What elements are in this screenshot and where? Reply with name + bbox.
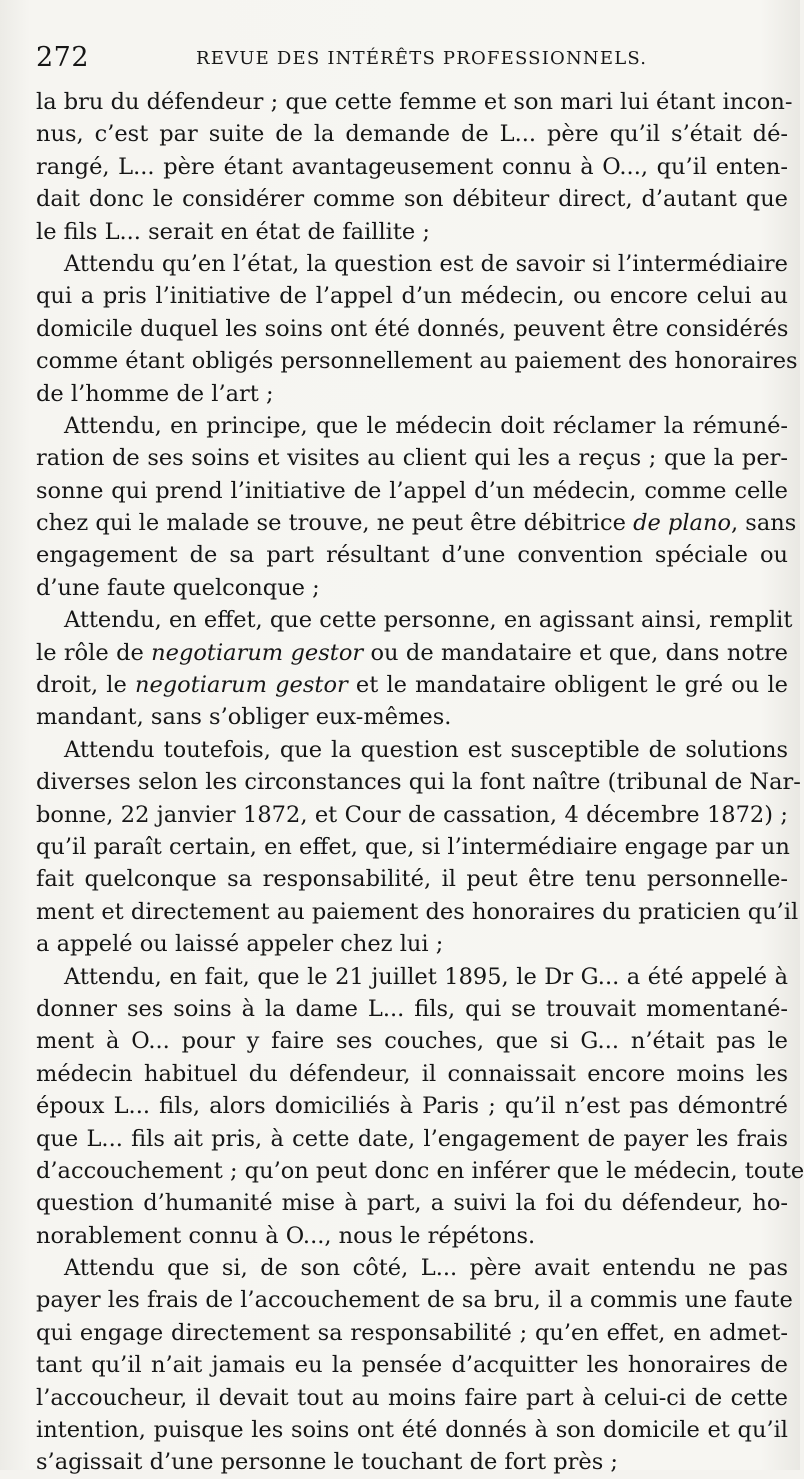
text-line: domicile duquel les soins ont été donnés, peuvent être considérés xyxy=(36,315,789,342)
text-line: donner ses soins à la dame L... fils, qui se trouvait momentané- xyxy=(36,995,788,1022)
text-line: qui a pris l’initiative de l’appel d’un médecin, ou encore celui au xyxy=(36,283,788,310)
text-line: Attendu, en principe, que le médecin doit réclamer la rémuné- xyxy=(64,412,788,439)
text-line: le rôle de negotiarum gestor ou de mandataire et que, dans notre xyxy=(36,639,788,666)
running-title: REVUE DES INTÉRÊTS PROFESSIONNELS. xyxy=(196,48,648,69)
text-line: médecin habituel du défendeur, il connaissait encore moins les xyxy=(36,1060,788,1087)
text-line: ment et directement au paiement des honoraires du praticien qu’il xyxy=(36,898,799,925)
text-line: nus, c’est par suite de la demande de L... père qu’il s’était dé- xyxy=(36,121,788,148)
text-line: d’accouchement ; qu’on peut donc en inférer que le médecin, toute xyxy=(36,1157,804,1184)
text-line: chez qui le malade se trouve, ne peut être débitrice de plano, sans xyxy=(36,510,797,537)
body-text xyxy=(36,86,804,1479)
text-line: Attendu que si, de son côté, L... père avait entendu ne pas xyxy=(64,1255,788,1282)
text-line: rangé, L... père étant avantageusement connu à O..., qu’il enten- xyxy=(36,153,788,180)
text-line: ment à O... pour y faire ses couches, que si G... n’était pas le xyxy=(36,1028,788,1055)
text-line: Attendu, en fait, que le 21 juillet 1895, le Dr G... a été appelé à xyxy=(64,963,788,990)
text-line: qui engage directement sa responsabilité ; qu’en effet, en admet- xyxy=(36,1319,788,1346)
text-line: mandant, sans s’obliger eux-mêmes. xyxy=(36,704,452,731)
text-line: époux L... fils, alors domiciliés à Paris ; qu’il n’est pas démontré xyxy=(36,1093,788,1120)
text-line: droit, le negotiarum gestor et le mandataire obligent le gré ou le xyxy=(36,672,788,699)
page-number: 272 xyxy=(36,42,90,73)
text-line: question d’humanité mise à part, a suivi la foi du défendeur, ho- xyxy=(36,1190,788,1217)
text-line: bonne, 22 janvier 1872, et Cour de cassation, 4 décembre 1872) ; xyxy=(36,801,788,828)
text-line: tant qu’il n’ait jamais eu la pensée d’acquitter les honoraires de xyxy=(36,1352,788,1379)
text-line: engagement de sa part résultant d’une convention spéciale ou xyxy=(36,542,788,569)
text-line: intention, puisque les soins ont été donnés à son domicile et qu’il xyxy=(36,1417,788,1444)
text-line: norablement connu à O..., nous le répétons. xyxy=(36,1222,536,1249)
text-line: diverses selon les circonstances qui la font naître (tribunal de Nar- xyxy=(36,769,801,796)
text-line: s’agissait d’une personne le touchant de fort près ; xyxy=(36,1449,619,1476)
italic-phrase: negotiarum gestor xyxy=(151,639,364,666)
text-line: qu’il paraît certain, en effet, que, si l’intermédiaire engage par un xyxy=(36,833,790,860)
text-line: de l’homme de l’art ; xyxy=(36,380,274,407)
text-line: d’une faute quelconque ; xyxy=(36,574,320,601)
text-line: Attendu toutefois, que la question est susceptible de solutions xyxy=(64,736,788,763)
text-line: Attendu qu’en l’état, la question est de savoir si l’intermédiaire xyxy=(64,250,788,277)
text-line: la bru du défendeur ; que cette femme et son mari lui étant incon- xyxy=(36,89,793,115)
text-line: a appelé ou laissé appeler chez lui ; xyxy=(36,931,444,958)
italic-phrase: de plano xyxy=(633,510,731,537)
text-line: Attendu, en effet, que cette personne, en agissant ainsi, remplit xyxy=(64,607,793,634)
text-line: fait quelconque sa responsabilité, il peut être tenu personnelle- xyxy=(36,866,788,893)
italic-phrase: negotiarum gestor xyxy=(134,672,348,699)
text-line: que L... fils ait pris, à cette date, l’engagement de payer les frais xyxy=(36,1125,788,1152)
page-header xyxy=(36,40,776,80)
text-line: l’accoucheur, il devait tout au moins faire part à celui-ci de cette xyxy=(36,1384,788,1411)
text-line: comme étant obligés personnellement au paiement des honoraires xyxy=(36,348,798,375)
text-line: ration de ses soins et visites au client qui les a reçus ; que la per- xyxy=(36,445,788,472)
text-line: sonne qui prend l’initiative de l’appel d’un médecin, comme celle xyxy=(36,477,788,504)
text-line: payer les frais de l’accouchement de sa bru, il a commis une faute xyxy=(36,1287,793,1314)
text-line: dait donc le considérer comme son débiteur direct, d’autant que xyxy=(36,186,788,213)
text-line: le fils L... serait en état de faillite ; xyxy=(36,218,430,245)
